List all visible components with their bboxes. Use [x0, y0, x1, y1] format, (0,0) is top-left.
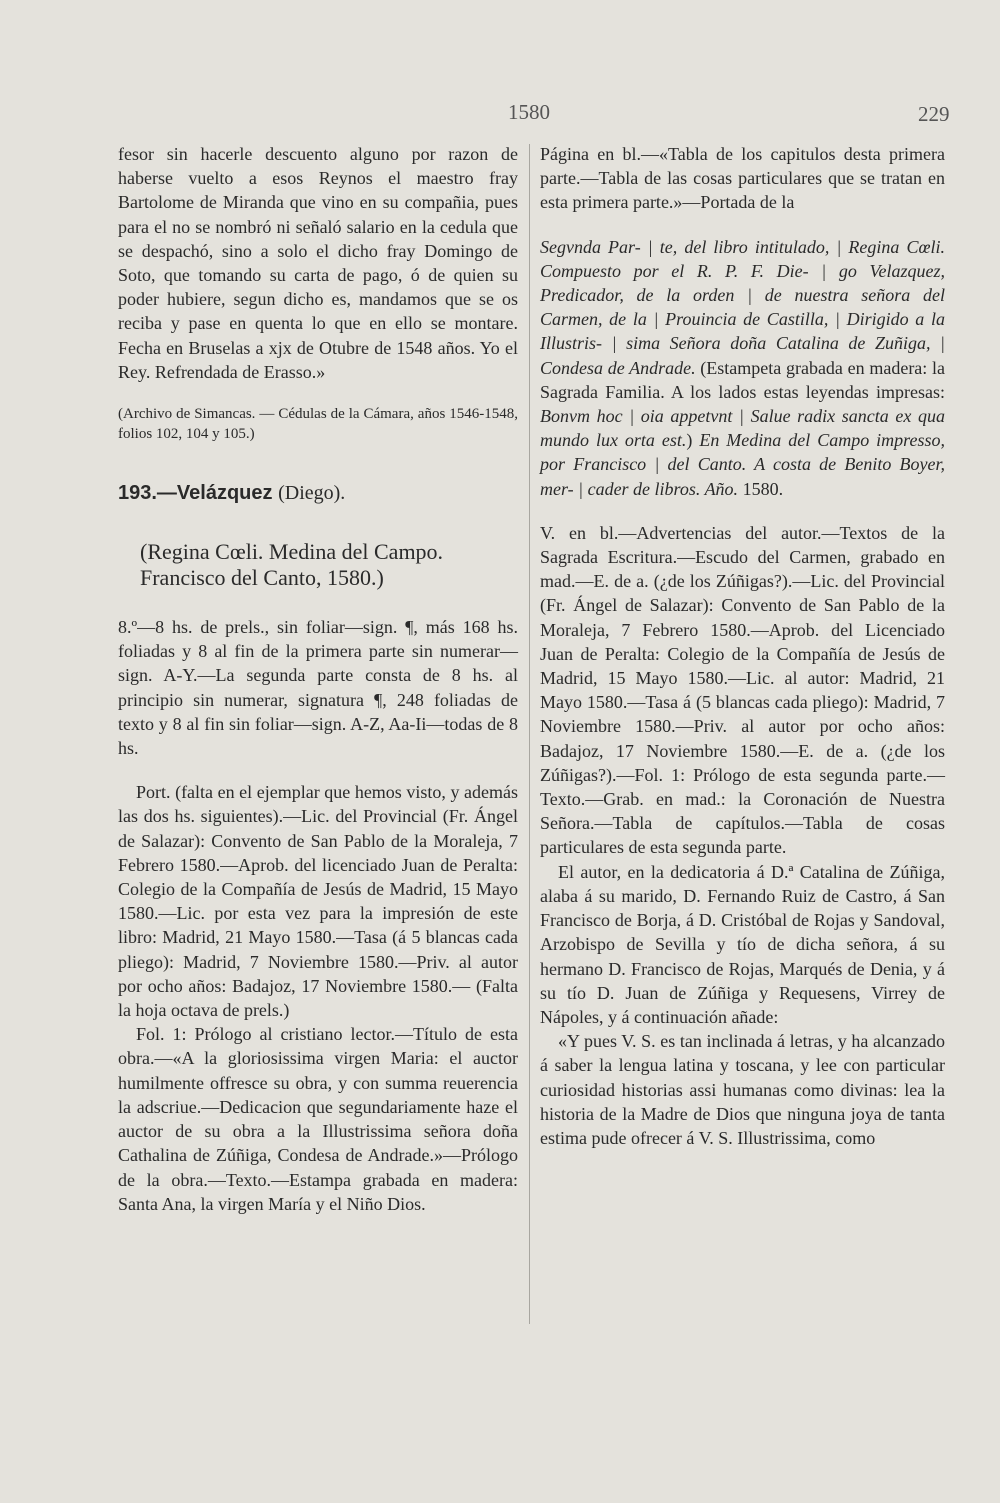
- printed-legends: Bonvm hoc | oia appetvnt | Salue radix sancta ex qua mundo lux orta est.: [540, 406, 945, 451]
- entry-author-forename: (Diego).: [278, 482, 346, 505]
- collation-paragraph: 8.º—8 hs. de prels., sin foliar—sign. ¶, más 168 hs. foliadas y 8 al fin de la primera parte sin numerar—sign. A-Y.—La segunda parte consta de 8 hs. al principio sin numerar, signatura ¶, 248 foliadas de texto y 8 al fin sin foliar—sign. A-Z, Aa-Ii—todas de 8 hs.: [118, 617, 518, 759]
- imprint: En Medina del Campo impresso, por Francisco | del Canto. A costa de Benito Boyer, mer- | cader de libros. Año.: [540, 430, 945, 499]
- imprint-year: 1580.: [738, 478, 784, 499]
- archive-source-note: (Archivo de Simancas. — Cédulas de la Cámara, años 1546-1548, folios 102, 104 y 105.): [118, 406, 518, 443]
- estampeta-note: (Estampeta grabada en madera: la Sagrada Familia. A los lados estas leyendas impresas:: [540, 357, 945, 402]
- left-column: [118, 142, 518, 1216]
- portada-paragraph: Port. (falta en el ejemplar que hemos visto, y además las dos hs. siguientes).—Lic. del Provincial (Fr. Ángel de Salazar): Convento de San Pablo de la Moraleja, 7 Febrero 1580.—Aprob. del licenciado Juan de Peralta: Colegio de la Compañía de Jesús de Madrid, 15 Mayo 1580.—Lic. por esta vez para la impresión de este libro: Madrid, 21 Mayo 1580.—Tasa (á 5 blancas cada pliego): Madrid, 7 Noviembre 1580.—Priv. al autor por ocho años: Badajoz, 17 Noviembre 1580.— (Falta la hoja octava de prels.): [118, 782, 518, 1021]
- legend-close: ): [686, 430, 700, 451]
- tabla-paragraph: Página en bl.—«Tabla de los capitulos desta primera parte.—Tabla de las cosas particulares que se tratan en esta primera parte.»—Portada de la: [540, 144, 945, 213]
- short-title-line-1: (Regina Cœli. Medina del Campo.: [140, 539, 444, 565]
- entry-heading: [118, 482, 518, 505]
- entry-number-author: 193.—Velázquez: [118, 482, 273, 505]
- second-part-title-paragraph: [540, 235, 945, 501]
- quotation-paragraph: «Y pues V. S. es tan inclinada á letras, y ha alcanzado á saber la lengua latina y toscana, y lee con particular curiosidad historias assi humanas como divinas: lea la historia de la Madre de Dios que ninguna joya de tanta estima pude ofrecer á V. S. Illustrissima, como: [540, 1031, 945, 1148]
- folio-paragraph: Fol. 1: Prólogo al cristiano lector.—Título de esta obra.—«A la gloriosissima virgen Maria: el auctor humilmente offresce su obra, y con summa reuerencia la adscriue.—Dedicacion que segundariamente haze el auctor de su obra a la Illustrissima señora doña Cathalina de Zúñiga, Condesa de Andrade.»—Prólogo de la obra.—Texto.—Estampa grabada en madera: Santa Ana, la virgen María y el Niño Dios.: [118, 1024, 518, 1214]
- author-dedication-paragraph: El autor, en la dedicatoria á D.ª Catalina de Zúñiga, alaba á su marido, D. Fernando Ruiz de Castro, á San Francisco de Borja, á D. Cristóbal de Rojas y Sandoval, Arzobispo de Sevilla y tío de dicha señora, á su hermano D. Francisco de Rojas, Marqués de Denia, y á su tío D. Juan de Zúñiga y Requesens, Virrey de Nápoles, y á continuación añade:: [540, 861, 945, 1027]
- paragraph-cedula-continuation: fesor sin hacerle descuento alguno por razon de haberse vuelto a esos Reynos el maestro fray Bartolome de Miranda que vino en su compañia, pues para el no se nombró ni señaló salario en la cedula que se despachó, sino a solo el dicho fray Domingo de Soto, que tomando su carta de pago, ó de quien su poder hubiere, segun dicho es, mandamos que se os reciba y pase en quenta lo que en ello se montare. Fecha en Bruselas a xjx de Otubre de 1548 años. Yo el Rey. Refrendada de Erasso.»: [118, 144, 518, 382]
- second-part-title: Segvnda Par- | te, del libro intitulado, | Regina Cœli. Compuesto por el R. P. F. Die- | go Velazquez, Predicador, de la orden | de nuestra señora del Carmen, de la | Prouincia de Castilla, | Dirigido a la Illustris- | sima Señora doña Catalina de Zuñiga, | Condesa de Andrade.: [540, 236, 945, 378]
- verso-paragraph: V. en bl.—Advertencias del autor.—Textos de la Sagrada Escritura.—Escudo del Carmen, grabado en mad.—E. de a. (¿de los Zúñigas?).—Lic. del Provincial (Fr. Ángel de Salazar): Convento de San Pablo de la Moraleja, 7 Febrero 1580.—Aprob. del Licenciado Juan de Peralta: Colegio de la Compañía de Jesús de Madrid, 15 Mayo 1580.—Lic. al autor: Madrid, 21 Mayo 1580.—Tasa á (5 blancas cada pliego): Madrid, 7 Noviembre 1580.—Priv. al autor por ocho años: Badajoz, 17 Noviembre 1580.—E. de a. (¿de los Zúñigas?).—Fol. 1: Prólogo de esta segunda parte.—Texto.—Grab. en mad.: la Coronación de Nuestra Señora.—Tabla de capítulos.—Tabla de cosas particulares de esta segunda parte.: [540, 522, 945, 858]
- page-number: 229: [918, 102, 950, 126]
- running-head-year: 1580: [508, 100, 550, 124]
- short-title-line-2: Francisco del Canto, 1580.): [140, 565, 384, 591]
- short-title: [118, 539, 518, 591]
- column-divider: [529, 144, 530, 1324]
- right-column: [540, 142, 945, 1150]
